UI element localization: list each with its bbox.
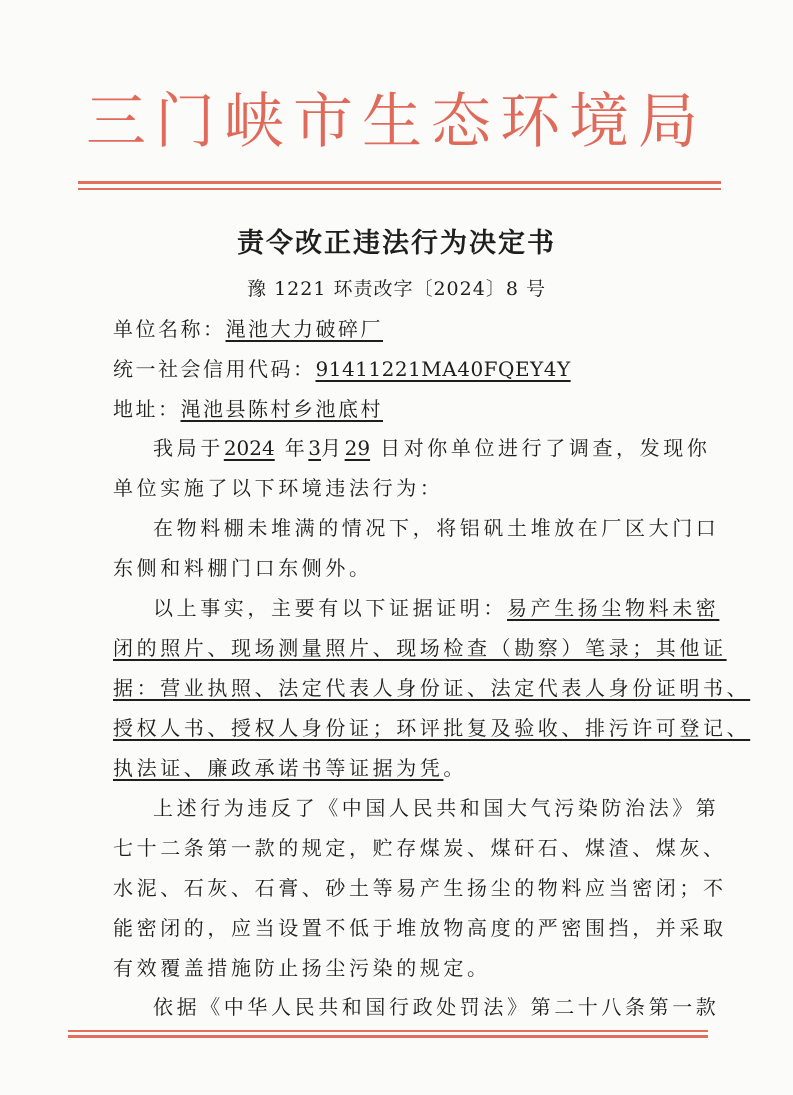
paragraph-4-line-3: 水泥、石灰、石膏、砂土等易产生扬尘的物料应当密闭；不	[113, 876, 727, 900]
agency-title: 三门峡市生态环境局	[86, 87, 707, 157]
credit-code-value: 91411221MA40FQEY4Y	[315, 357, 571, 381]
unit-name-value: 渑池大力破碎厂	[225, 317, 383, 341]
paragraph-3-line-5	[113, 753, 467, 783]
unit-name-row	[113, 314, 383, 344]
credit-code-row	[113, 354, 571, 384]
paragraph-2-line-2: 东侧和料棚门口东侧外。	[113, 556, 373, 580]
p1-day: 29	[344, 436, 371, 460]
evidence-text-4: 授权人书、授权人身份证；环评批复及验收、排污许可登记、	[113, 716, 751, 740]
unit-name-label: 单位名称：	[113, 317, 226, 341]
p1-post: 日对你单位进行了调查，发现你	[380, 436, 711, 460]
paragraph-4-line-2: 七十二条第一款的规定，贮存煤炭、煤矸石、煤渣、煤灰、	[113, 836, 727, 860]
paragraph-4-line-4: 能密闭的，应当设置不低于堆放物高度的严密围挡，并采取	[113, 916, 727, 940]
evidence-end: 。	[443, 756, 468, 780]
evidence-text-3: 据：营业执照、法定代表人身份证、法定代表人身份证明书、	[113, 676, 751, 700]
address-row	[113, 394, 383, 424]
p1-pre: 我局于	[153, 436, 224, 460]
paragraph-1-line-2: 单位实施了以下环境违法行为：	[113, 476, 444, 500]
p1-month: 3	[308, 436, 322, 460]
footer-rule-bottom	[68, 1035, 708, 1038]
header-rule-top	[78, 181, 721, 184]
header-rule-bottom	[78, 188, 721, 190]
footer-rule-top	[68, 1030, 708, 1032]
paragraph-4-line-5: 有效覆盖措施防止扬尘污染的规定。	[113, 956, 491, 980]
p1-month-unit: 月	[321, 436, 345, 460]
paragraph-2-line-1: 在物料棚未堆满的情况下，将铝矾土堆放在厂区大门口	[153, 516, 720, 540]
p1-year-unit: 年	[284, 436, 309, 460]
evidence-text-2: 闭的照片、现场测量照片、现场检查（勘察）笔录；其他证	[113, 636, 727, 660]
address-label: 地址：	[113, 397, 181, 421]
evidence-lead: 以上事实，主要有以下证据证明：	[153, 596, 507, 620]
paragraph-4-line-1: 上述行为违反了《中国人民共和国大气污染防治法》第	[153, 796, 720, 820]
document-title: 责令改正违法行为决定书	[237, 228, 556, 259]
paragraph-3-line-1	[153, 593, 719, 623]
document-number: 豫 1221 环责改字〔2024〕8 号	[247, 278, 546, 300]
paragraph-1-line-1	[153, 433, 710, 463]
paragraph-5-line-1: 依据《中华人民共和国行政处罚法》第二十八条第一款	[153, 995, 720, 1019]
credit-code-label: 统一社会信用代码：	[113, 357, 316, 381]
address-value: 渑池县陈村乡池底村	[180, 397, 383, 421]
evidence-text-1: 易产生扬尘物料未密	[507, 596, 720, 620]
evidence-text-5: 执法证、廉政承诺书等证据为凭	[113, 756, 444, 780]
p1-year: 2024	[223, 436, 275, 460]
